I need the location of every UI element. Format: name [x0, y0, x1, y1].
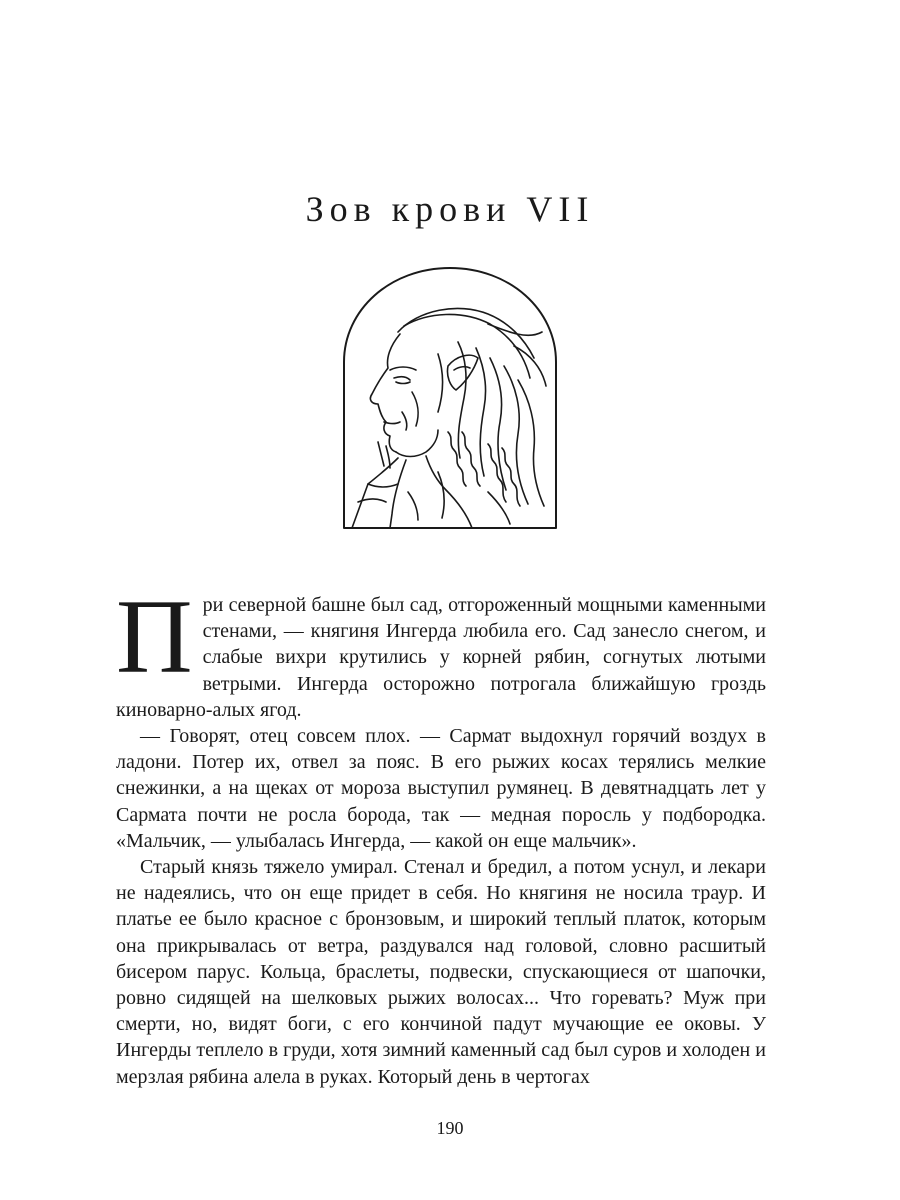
drop-cap: П — [116, 578, 193, 695]
paragraph-1-text: ри северной башне был сад, отгороженный мощными каменными стенами, — княгиня Ингерда любила его. Сад занесло снегом, и слабые вихри крутились у корней рябин, согнутых лютыми ветрыми. Ингерда осторожно потрогала ближайшую гроздь киноварно-алых ягод. — [116, 594, 766, 721]
body-text — [116, 578, 766, 1090]
page-number: 190 — [436, 1118, 464, 1138]
paragraph-3: Старый князь тяжело умирал. Стенал и бредил, а потом уснул, и лекари не надеялись, что он еще придет в себя. Но княгиня не носила траур. И платье ее было красное с бронзовым, и широкий теплый платок, которым она прикрывалась от ветра, раздувался над головой, словно расшитый бисером парус. Кольца, браслеты, подвески, спускающиеся от шапочки, ровно сидящей на шелковых рыжих волосах... Что горевать? Муж при смерти, но, видят боги, с его кончиной падут мучающие ее оковы. У Ингерды теплело в груди, хотя зимний каменный сад был суров и холоден и мерзлая рябина алела в руках. Который день в чертогах — [116, 856, 766, 1088]
paragraph-2: — Говорят, отец совсем плох. — Сармат выдохнул горячий воздух в ладони. Потер их, отвел за пояс. В его рыжих косах терялись мелкие снежинки, а на щеках от мороза выступил румянец. В девятнадцать лет у Сармата почти не росла борода, так — медная поросль у подбородка. «Мальчик, — улыбалась Ингерда, — какой он еще мальчик». — [116, 725, 766, 852]
portrait-illustration — [338, 262, 562, 534]
chapter-title: Зов крови VII — [305, 189, 595, 229]
portrait-illustration-icon — [338, 262, 562, 534]
paragraph-1 — [116, 578, 766, 723]
